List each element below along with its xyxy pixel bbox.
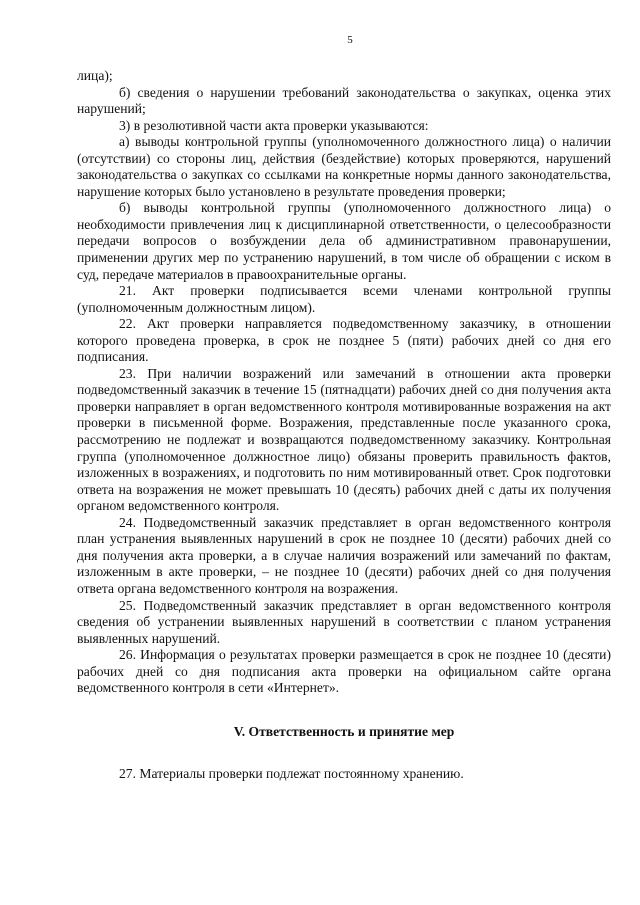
paragraph: а) выводы контрольной группы (уполномоченного должностного лица) о наличии (отсутствии) со стороны лиц, действия (бездействие) которых проверяются, нарушений законодательства о закупках со ссылками на конкретные нормы данного законодательства, нарушение которых было установлено в результате проведения проверки; [77,134,611,199]
paragraph: 3) в резолютивной части акта проверки указываются: [119,117,429,133]
paragraphs-top [77,68,611,697]
paragraph: лица); [77,68,113,83]
paragraph: 25. Подведомственный заказчик представляет в орган ведомственного контроля сведения об устранении выявленных нарушений в соответствии с планом устранения выявленных нарушений. [77,597,611,646]
page-number: 5 [347,34,353,46]
paragraph: 24. Подведомственный заказчик представляет в орган ведомственного контроля план устранения выявленных нарушений в срок не позднее 10 (десяти) рабочих дней со дня получения акта проверки, а в случае наличия возражений или замечаний по фактам, изложенным в акте проверки, – не позднее 10 (десяти) рабочих дней со дня получения ответа органа ведомственного контроля на возражения. [77,514,611,596]
document-body [77,68,611,783]
paragraph: 27. Материалы проверки подлежат постоянному хранению. [119,766,464,782]
paragraphs-bottom [77,766,611,783]
paragraph: б) выводы контрольной группы (уполномоченного должностного лица) о необходимости привлечения лиц к дисциплинарной ответственности, о целесообразности передачи вопросов о возбуждении дела об административном правонарушении, применении других мер по устранению нарушений, в том числе об обращении с иском в суд, передаче материалов в правоохранительные органы. [77,200,611,282]
paragraph: 26. Информация о результатах проверки размещается в срок не позднее 10 (десяти) рабочих дней со дня подписания акта проверки на официальном сайте органа ведомственного контроля в сети «Интернет». [77,647,611,696]
section-title: V. Ответственность и принятие мер [233,723,455,739]
paragraph: 23. При наличии возражений или замечаний в отношении акта проверки подведомственный заказчик в течение 15 (пятнадцати) рабочих дней со дня получения акта проверки направляет в орган ведомственного контроля мотивированные возражения на акт проверки в письменной форме. Возражения, представленные после указанного срока, рассмотрению не подлежат и возвращаются подведомственному заказчику. Контрольная группа (уполномоченное должностное лицо) обязаны проверить правильность фактов, изложенных в возражениях, и подготовить по ним мотивированный ответ. Срок подготовки ответа на возражения не может превышать 10 (десять) рабочих дней с даты их получения органом ведомственного контроля. [77,365,611,514]
paragraph: 22. Акт проверки направляется подведомственному заказчику, в отношении которого проведена проверка, в срок не позднее 5 (пяти) рабочих дней со дня его подписания. [77,316,611,365]
paragraph: 21. Акт проверки подписывается всеми членами контрольной группы (уполномоченным должностным лицом). [77,283,611,315]
paragraph: б) сведения о нарушении требований законодательства о закупках, оценка этих нарушений; [77,84,611,117]
